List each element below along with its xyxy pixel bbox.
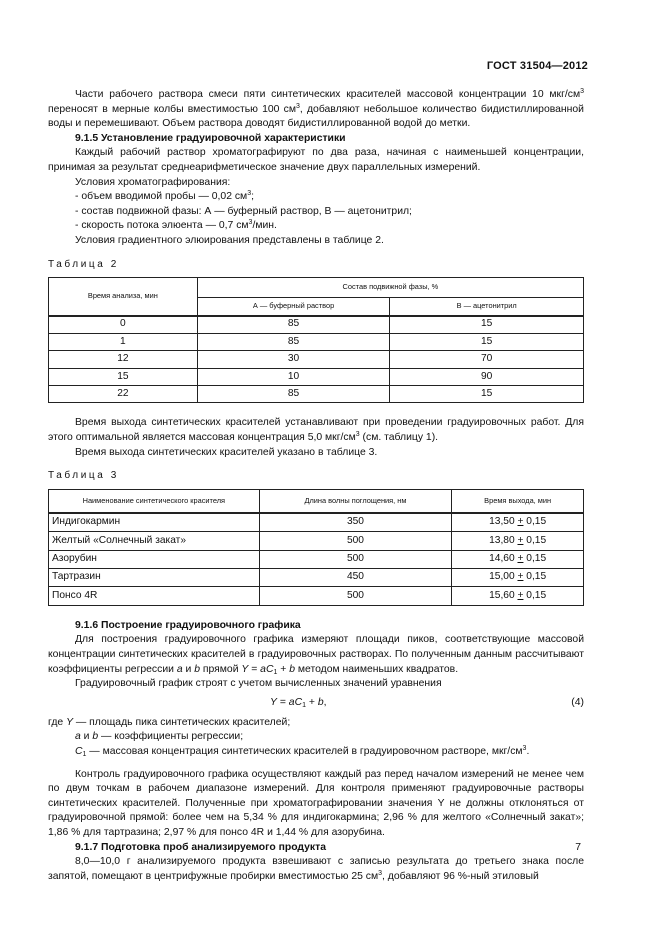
- table-cell: 30: [197, 351, 390, 368]
- table-cell: 14,60 + 0,15: [452, 550, 584, 568]
- table-cell: 85: [197, 333, 390, 350]
- page-number: 7: [575, 842, 581, 853]
- table-3-caption: Таблица 3: [48, 470, 119, 482]
- table-row: [49, 513, 584, 532]
- table-cell: 85: [197, 316, 390, 334]
- equation-number: (4): [571, 696, 584, 708]
- table-cell: 1: [49, 333, 198, 350]
- condition-2: - состав подвижной фазы: А — буферный раствор, В — ацетонитрил;: [75, 205, 412, 217]
- section-heading-9-1-7: 9.1.7 Подготовка проб анализируемого продукта: [75, 841, 326, 853]
- table-cell: 500: [259, 587, 452, 605]
- table-cell: 10: [197, 368, 390, 385]
- table-row: [49, 587, 584, 605]
- document-body: [48, 88, 584, 884]
- table-cell: 450: [259, 569, 452, 587]
- table-cell: 350: [259, 513, 452, 532]
- table-3-col-time: Время выхода, мин: [452, 489, 584, 513]
- table-cell: 12: [49, 351, 198, 368]
- table-3: [48, 489, 584, 606]
- section-heading-9-1-5: 9.1.5 Установление градуировочной характеристики: [75, 132, 346, 144]
- document-header: ГОСТ 31504—2012: [486, 60, 588, 72]
- table-2-col-b: В — ацетонитрил: [390, 298, 584, 316]
- table-cell: Желтый «Солнечный закат»: [49, 532, 260, 550]
- table-2-col-time: Время анализа, мин: [49, 278, 198, 316]
- table-cell: 90: [390, 368, 584, 385]
- table-2: [48, 277, 584, 403]
- table-cell: 13,80 + 0,15: [452, 532, 584, 550]
- table-cell: 0: [49, 316, 198, 334]
- table-cell: 15: [390, 333, 584, 350]
- table-row: [49, 550, 584, 568]
- table-cell: 500: [259, 550, 452, 568]
- table-cell: Тартразин: [49, 569, 260, 587]
- table-row: [49, 368, 584, 385]
- table-row: [49, 569, 584, 587]
- table-cell: Индигокармин: [49, 513, 260, 532]
- table-row: [49, 386, 584, 403]
- paragraph-3: Время выхода синтетических красителей устанавливают при проведении градуировочных работ. Для этого оптимальной является массовая концентрация 5,0 мкг/$см^3$ (см. таблицу 1).: [48, 417, 584, 444]
- table-cell: Азорубин: [49, 550, 260, 568]
- condition-3: - скорость потока элюента — 0,7 $см^3$/мин.: [75, 219, 277, 232]
- table-cell: Понсо 4R: [49, 587, 260, 605]
- table-cell: 70: [390, 351, 584, 368]
- condition-1: - объем вводимой пробы — 0,02 $см^3$;: [75, 190, 255, 203]
- table-cell: 85: [197, 386, 390, 403]
- table-cell: 15: [49, 368, 198, 385]
- paragraph-1: Части рабочего раствора смеси пяти синтетических красителей массовой концентрации 10 мкг/$см^3$ переносят в мерные колбы вместимостью 100 $см^3$, добавляют небольшое количество бидистиллированной воды и перемешивают. Объем раствора доводят бидистиллированной водой до метки.: [48, 88, 584, 130]
- table-row: [49, 532, 584, 550]
- table-row: [49, 351, 584, 368]
- table-2-col-a: А — буферный раствор: [197, 298, 390, 316]
- table-cell: 13,50 + 0,15: [452, 513, 584, 532]
- where-line-3: $C_1$ — массовая концентрация синтетических красителей в градуировочном растворе, мкг/$см^3$.: [75, 744, 530, 758]
- paragraph-6: Градуировочный график строят с учетом вычисленных значений уравнения: [75, 678, 442, 690]
- table-cell: 15: [390, 316, 584, 334]
- paragraph-8: 8,0—10,0 г анализируемого продукта взвешивают с записью результата до третьего знака после запятой, помещают в центрифужные пробирки вместимостью 25 $см^3$, добавляют 96 %-ный этиловый: [48, 856, 584, 882]
- paragraph-2: Каждый рабочий раствор хроматографируют по два раза, начиная с наименьшей концентрации, принимая за результат среднеарифметическое значение двух параллельных измерений.: [48, 147, 584, 173]
- table-cell: 22: [49, 386, 198, 403]
- table-3-col-wave: Длина волны поглощения, нм: [259, 489, 452, 513]
- section-heading-9-1-6: 9.1.6 Построение градуировочного графика: [75, 619, 301, 631]
- table-3-col-name: Наименование синтетического красителя: [49, 489, 260, 513]
- paragraph-5: Для построения градуировочного графика измеряют площади пиков, соответствующие массовой концентрации синтетических красителей в градуировочных растворах. По полученным данным рассчитывают коэффициенты регрессии a и b прямой $Y = aC_1 + b$ методом наименьших квадратов.: [48, 634, 584, 676]
- where-line-2: a и b — коэффициенты регрессии;: [75, 731, 244, 743]
- table-cell: 15: [390, 386, 584, 403]
- table-cell: 15,60 + 0,15: [452, 587, 584, 605]
- paragraph-7: Контроль градуировочного графика осуществляют каждый раз перед началом измерений не менее чем по двум точкам в рабочем диапазоне измерений. Для контроля применяют градуировочные растворы синтетических красителей. Полученные при хроматографировании значения Y не должны отклоняться от градуировочной прямой: более чем на 5,34 % для индигокармина; 2,96 % для желтого «Солнечный закат»; 1,86 % для тартразина; 2,97 % для понсо 4R и 1,44 % для азорубина.: [48, 768, 584, 838]
- table-2-col-group: Состав подвижной фазы, %: [197, 278, 583, 298]
- equation-formula: $Y = aC_1 + b$,: [270, 696, 327, 709]
- conditions-title: Условия хроматографирования:: [75, 176, 231, 188]
- table-cell: 15,00 + 0,15: [452, 569, 584, 587]
- where-line-1: где Y — площадь пика синтетических красителей;: [48, 716, 291, 728]
- table-cell: 500: [259, 532, 452, 550]
- equation-4: [48, 696, 584, 713]
- condition-4: Условия градиентного элюирования представлены в таблице 2.: [75, 234, 384, 246]
- table-2-caption: Таблица 2: [48, 258, 119, 270]
- table-row: [49, 333, 584, 350]
- table-row: [49, 316, 584, 334]
- paragraph-4: Время выхода синтетических красителей указано в таблице 3.: [75, 446, 378, 458]
